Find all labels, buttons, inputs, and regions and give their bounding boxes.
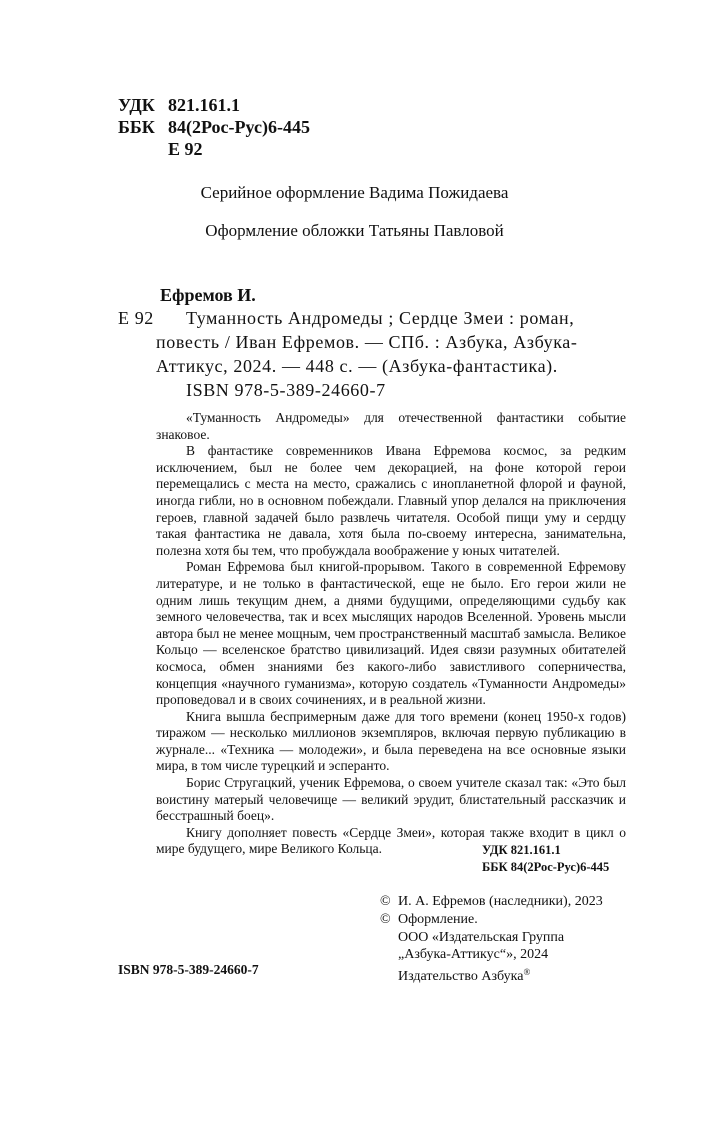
udk-value: 821.161.1: [168, 95, 240, 115]
registered-mark: ®: [523, 967, 531, 978]
classification-block: [118, 94, 310, 160]
copyright-publisher-2: „Азбука-Аттикус“», 2024: [398, 947, 549, 963]
annotation-paragraph: Книга вышла беспримерным даже для того времени (конец 1950-х годов) тиражом — несколько миллионов экземпляров, включая первую публикацию в журнале... «Техника — молодежи», и была переведена на все основные языки мира, в том числе турецкий и эсперанто.: [156, 708, 626, 774]
bbk-label: ББК: [118, 117, 155, 137]
record-author: Ефремов И.: [160, 285, 256, 305]
record-mark: Е 92: [118, 308, 154, 328]
annotation: [156, 410, 626, 858]
record-isbn: ISBN 978-5-389-24660-7: [186, 380, 386, 400]
bbk-value: 84(2Рос-Рус)6-445: [168, 117, 310, 137]
copyright-block: [380, 893, 603, 986]
record-line-3: Аттикус, 2024. — 448 с. — (Азбука-фантастика).: [156, 356, 558, 376]
udk-line: [118, 94, 310, 116]
record-line-2: повесть / Иван Ефремов. — СПб. : Азбука, Азбука-: [156, 332, 578, 352]
author-mark-line: [118, 138, 310, 160]
annotation-paragraph: Книгу дополняет повесть «Сердце Змеи», которая также входит в цикл о мире будущего, мире Великого Кольца.: [156, 824, 626, 857]
cover-design-credit: Оформление обложки Татьяны Павловой: [205, 221, 504, 240]
bbk-line: [118, 116, 310, 138]
annotation-bbk: ББК 84(2Рос-Рус)6-445: [482, 860, 610, 874]
copyright-line-2: [380, 911, 603, 929]
author-mark: Е 92: [168, 139, 203, 159]
isbn-footer: ISBN 978-5-389-24660-7: [118, 962, 259, 977]
copyright-line-1: [380, 893, 603, 911]
annotation-udk: УДК 821.161.1: [482, 843, 561, 857]
annotation-paragraph: В фантастике современников Ивана Ефремова космос, за редким исключением, был не более чем декорацией, на фоне которой герои перемещались с места на место, сражались с инопланетной флорой и фауной, иногда гибли, но в основном побеждали. Главный упор делался на приключения героев, главной задачей было развлечь читателя. Особой пищи уму и сердцу такая фантастика не давала, хотя была по-своему интересна, занимательна, полезна хотя бы тем, что пробуждала воображение у юных читателей.: [156, 443, 626, 558]
annotation-paragraph: Роман Ефремова был книгой-прорывом. Такого в современной Ефремову литературе, и не только в фантастической, еще не было. Его герои жили не одним лишь текущим днем, а днями будущими, определяющими судьбу как земного человечества, так и всех мыслящих народов Вселенной. Уровень мысли автора был не менее мощным, чем пространственный масштаб замысла. Великое Кольцо — вселенское братство цивилизаций. Идея связи разумных обитателей космоса, обмен знаниями без какого-либо завистливого соперничества, концепция «научного гуманизма», которую создатель «Туманности Андромеды» проповедовал и в своих сочинениях, и в реальной жизни.: [156, 559, 626, 708]
copyright-symbol: ©: [380, 894, 391, 909]
copyright-design: Оформление.: [398, 911, 478, 927]
publisher-name: Издательство Азбука: [398, 969, 524, 985]
copyright-publisher-3: [380, 964, 603, 986]
record-line-1: Туманность Андромеды ; Сердце Змеи : роман,: [186, 308, 575, 328]
annotation-paragraph: «Туманность Андромеды» для отечественной фантастики событие знаковое.: [156, 410, 626, 442]
udk-label: УДК: [118, 95, 155, 115]
copyright-publisher-1: ООО «Издательская Группа: [398, 929, 565, 945]
annotation-paragraph: Борис Стругацкий, ученик Ефремова, о своем учителе сказал так: «Это был воистину матерый человечище — великий эрудит, блистательный рассказчик и бесстрашный боец».: [156, 775, 626, 824]
series-design-credit: Серийное оформление Вадима Пожидаева: [200, 183, 509, 202]
copyright-symbol: ©: [380, 911, 391, 927]
copyright-holder-1: И. А. Ефремов (наследники), 2023: [398, 894, 603, 909]
